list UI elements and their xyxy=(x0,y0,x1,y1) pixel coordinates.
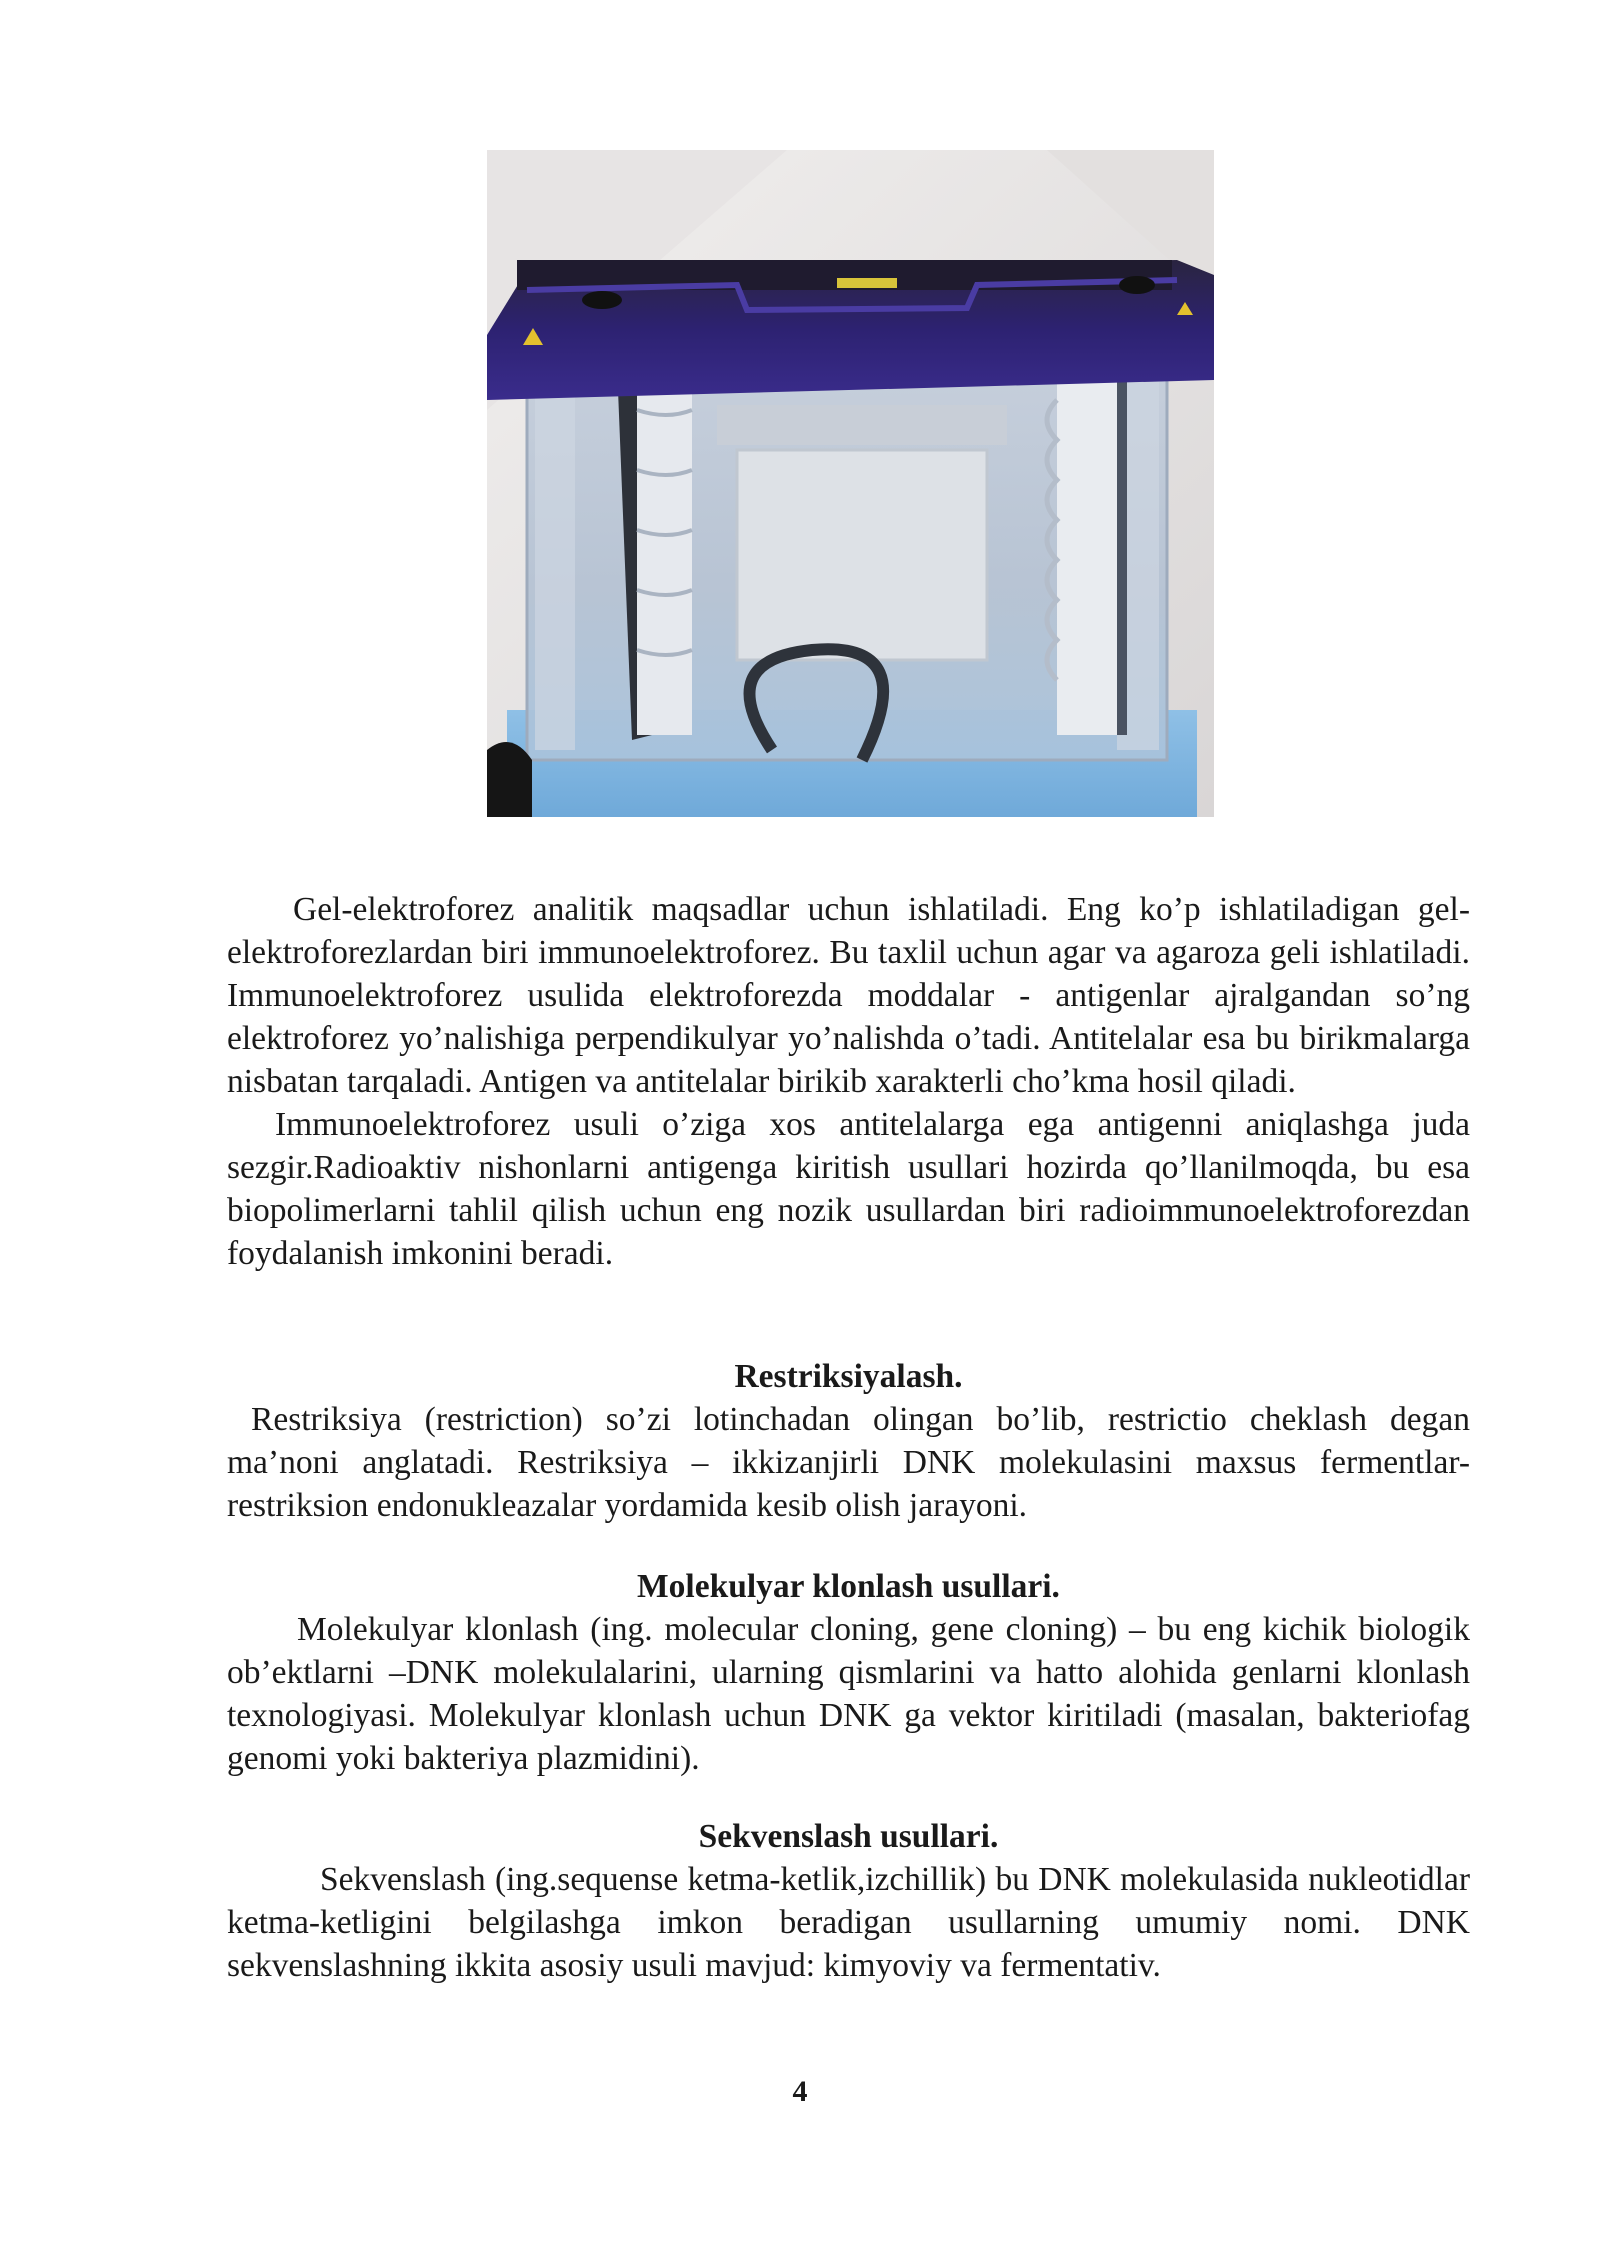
electrophoresis-apparatus-photo xyxy=(487,150,1214,817)
heading-sequencing: Sekvenslash usullari. xyxy=(698,1818,999,1855)
paragraph-restriction: Restriksiya (restriction) so’zi lotinchadan olingan bo’lib, restrictio cheklash degan ma’noni anglatadi. Restriksiya – ikkizanjirli DNK molekulasini maxsus fermentlar-restriksion endonukleazalar yordamida kesib olish jarayoni. xyxy=(227,1401,1470,1524)
section-restriction xyxy=(227,1355,1470,1527)
paragraph-sequencing: Sekvenslash (ing.sequense ketma-ketlik,izchillik) bu DNK molekulasida nukleotidlar ketma-ketligini belgilashga imkon beradigan usullarning umumiy nomi. DNK sekvenslashning ikkita asosiy usuli mavjud: kimyoviy va fermentativ. xyxy=(227,1861,1470,1984)
body-text-top xyxy=(227,888,1470,1275)
paragraph-gel-electrophoresis: Gel-elektroforez analitik maqsadlar uchun ishlatiladi. Eng ko’p ishlatiladigan gel-elektroforezlardan biri immunoelektroforez. Bu taxlil uchun agar va agaroza geli ishlatiladi. Immunoelektroforez usulida elektroforezda moddalar - antigenlar ajralgandan so’ng elektroforez yo’nalishiga perpendikulyar yo’nalishda o’tadi. Antitelalar esa bu birikmalarga nisbatan tarqaladi. Antigen va antitelalar birikib xarakterli cho’kma hosil qiladi. xyxy=(227,891,1470,1100)
section-molecular-cloning xyxy=(227,1565,1470,1780)
paragraph-immunoelectrophoresis: Immunoelektroforez usuli o’ziga xos antitelalarga ega antigenni aniqlashga juda sezgir.Radioaktiv nishonlarni antigenga kiritish usullari hozirda qo’llanilmoqda, bu esa biopolimerlarni tahlil qilish uchun eng nozik usullardan biri radioimmunoelektroforezdan foydalanish imkonini beradi. xyxy=(227,1106,1470,1272)
heading-molecular-cloning: Molekulyar klonlash usullari. xyxy=(637,1568,1060,1605)
page-number: 4 xyxy=(792,2075,808,2108)
paragraph-molecular-cloning: Molekulyar klonlash (ing. molecular cloning, gene cloning) – bu eng kichik biologik ob’ektlarni –DNK molekulalarini, ularning qismlarini va hatto alohida genlarni klonlash texnologiyasi. Molekulyar klonlash uchun DNK ga vektor kiritiladi (masalan, bakteriofag genomi yoki bakteriya plazmidini). xyxy=(227,1611,1470,1777)
section-sequencing xyxy=(227,1815,1470,1987)
heading-restriction: Restriksiyalash. xyxy=(734,1358,963,1395)
